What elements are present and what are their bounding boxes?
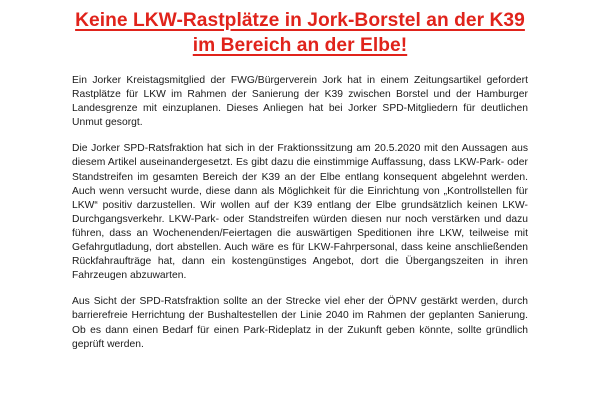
title-line-1: Keine LKW-Rastplätze in Jork-Borstel an der K39	[75, 10, 525, 31]
paragraph-3: Aus Sicht der SPD-Ratsfraktion sollte an der Strecke viel eher der ÖPNV gestärkt werden, durch barrierefreie Herrichtung der Bushaltestellen der Linie 2040 im Rahmen der geplanten Sanierung. Ob es dann einen Bedarf für einen Park-Rideplatz in der Zukunft geben könnte, sollte gründlich geprüft werden.	[72, 296, 528, 350]
paragraph-1: Ein Jorker Kreistagsmitglied der FWG/Bürgerverein Jork hat in einem Zeitungsartikel gefordert Rastplätze für LKW im Rahmen der Sanierung der K39 zwischen Borstel und der Hamburger Landesgrenze mit einzuplanen. Dieses Anliegen hat bei Jorker SPD-Mitgliedern für deutlichen Unmut gesorgt.	[72, 75, 528, 129]
title-line-2: im Bereich an der Elbe!	[192, 35, 408, 56]
paragraph-2: Die Jorker SPD-Ratsfraktion hat sich in der Fraktionssitzung am 20.5.2020 mit den Aussagen aus diesem Artikel auseinandergesetzt. Es gibt dazu die einstimmige Auffassung, dass LKW-Park- oder Standstreifen im gesamten Bereich der K39 an der Elbe entlang konsequent abgelehnt werden. Auch wenn versucht wurde, diese dann als Möglichkeit für die Einrichtung von „Kontrollstellen für LKW“ positiv darzustellen. Wir wollen auf der K39 entlang der Elbe grundsätzlich keinen LKW-Durchgangsverkehr. LKW-Park- oder Standstreifen würden diesen nur noch verstärken und dazu führen, dass an Wochenenden/Feiertagen die auswärtigen Speditionen ihre LKW, teilweise mit Gefahrgutladung, dort abstellen. Auch wäre es für LKW-Fahrpersonal, dass keine anschließenden Rückfahraufträge hat, dann ein kostengünstiges Angebot, dort die Übergangszeiten in ihren Fahrzeugen abzuwarten.	[72, 143, 528, 282]
document-title	[72, 8, 528, 58]
